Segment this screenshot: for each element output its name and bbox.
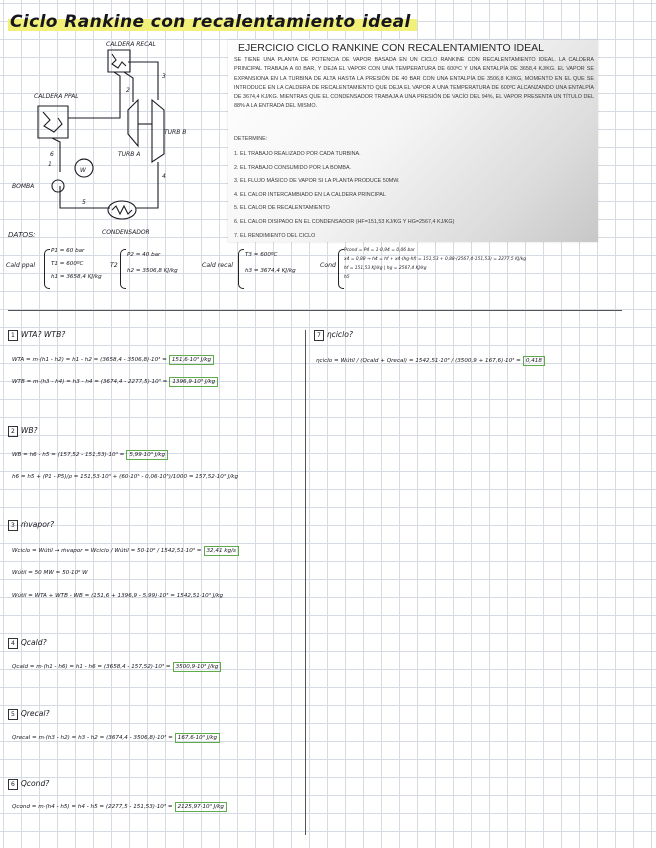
pump-circle — [52, 180, 64, 192]
equation-line — [12, 450, 168, 460]
datos-line: h2 = 3506,8 KJ/kg — [127, 268, 178, 274]
equation-text: Qrecal = m·(h3 - h2) = h3 - h2 = (3674,4 - 3506,8)·10³ = — [12, 735, 173, 741]
vertical-divider — [305, 330, 306, 835]
datos-turbina — [110, 248, 194, 288]
question-heading — [8, 330, 65, 341]
statement-title: EJERCICIO CICLO RANKINE CON RECALENTAMIENTO IDEAL — [238, 42, 544, 54]
question-heading — [8, 779, 49, 790]
question-text: Qrecal? — [20, 709, 50, 718]
equation-line — [316, 356, 545, 366]
question-number: 5 — [8, 709, 18, 720]
point-1: 1 — [48, 161, 52, 168]
datos-line: hf = 151,53 KJ/kg | hg = 2567,4 KJ/kg — [344, 266, 427, 271]
point-6: 6 — [50, 151, 54, 158]
question-text: WTA? WTB? — [20, 330, 66, 339]
question-text: Qcond? — [20, 779, 50, 788]
datos-line: P2 = 40 bar — [127, 252, 161, 258]
point-4: 4 — [162, 173, 166, 180]
statement-item: 5. EL CALOR DE RECALENTAMIENTO — [234, 205, 330, 212]
equation-text: Qcond = m·(h4 - h5) = h4 - h5 = (2277,5 - 151,53)·10³ = — [12, 804, 173, 810]
equation-text: Qcald = m·(h1 - h6) = h1 - h6 = (3658,4 - 157,52)·10³ = — [12, 664, 171, 670]
datos-line: x4 = 0,88 → h4 = hf + x4·(hg-hf) = 151,53 + 0,88·(2567,4-151,53) = 2277,5 KJ/kg — [344, 257, 527, 262]
answer-box: 2125,97·10³ J/kg — [175, 802, 227, 812]
equation-text: Wútil = WTA + WTB - WB = (151,6 + 1396,9 - 5,99)·10³ = 1542,51·10³ J/kg — [12, 593, 224, 599]
equation-text: WTA = m·(h1 - h2) = h1 - h2 = (3658,4 - 3506,8)·10³ = — [12, 357, 167, 363]
question-heading — [8, 426, 38, 437]
rankine-diagram — [10, 38, 222, 238]
equation-text: Wciclo = Wútil → ṁvapor = Wciclo / Wútil = 50·10⁶ / 1542,51·10³ = — [12, 548, 202, 554]
equation-text: WB = h6 - h5 = (157,52 - 151,53)·10³ = — [12, 452, 125, 458]
point-3: 3 — [162, 73, 166, 80]
page-title: Ciclo Rankine con recalentamiento ideal — [8, 12, 417, 32]
answer-box: 3500,9·10³ J/kg — [173, 662, 222, 672]
question-number: 3 — [8, 520, 18, 531]
point-2: 2 — [126, 87, 130, 94]
statement-item: 7. EL RENDIMIENTO DEL CICLO — [234, 232, 316, 239]
label-turb-a: TURB A — [118, 151, 141, 158]
equation-line — [12, 355, 214, 365]
datos-row — [6, 248, 656, 288]
equation-line — [12, 662, 221, 672]
answer-box: 0,418 — [523, 356, 545, 366]
equation-line — [12, 733, 220, 743]
question-number: 6 — [8, 779, 18, 790]
question-text: ηciclo? — [326, 330, 353, 339]
statement-item: 1. EL TRABAJO REALIZADO POR CADA TURBINA. — [234, 151, 361, 157]
turbine-a-shape — [128, 100, 138, 146]
equation-line — [12, 593, 223, 599]
equation-text: ηciclo = Wútil / (Qcald + Qrecal) = 1542,51·10³ / (3500,9 + 167,6)·10³ = — [316, 358, 521, 364]
question-heading — [8, 520, 54, 531]
question-text: Qcald? — [20, 638, 47, 647]
answer-box: 5,99·10³ J/kg — [126, 450, 168, 460]
question-text: WB? — [20, 426, 38, 435]
datos-label: Cald recal — [202, 262, 233, 269]
equation-line — [12, 377, 218, 387]
label-work: W — [80, 167, 86, 174]
equation-line — [12, 474, 238, 480]
label-caldera-recal: CALDERA RECAL — [106, 41, 156, 48]
statement-list — [234, 148, 454, 243]
statement-item: 6. EL CALOR DISIPADO EN EL CONDENSADOR (HF=151,53 KJ/KG Y HG=2567,4 KJ/KG) — [234, 218, 455, 225]
statement-determine: DETERMINE: — [234, 136, 268, 142]
equation-line — [12, 546, 239, 556]
datos-line: T1 = 600ºC — [51, 261, 84, 267]
datos-label: Cond — [320, 262, 336, 269]
answer-box: 151,6·10³ J/kg — [169, 355, 214, 365]
equation-text: Wútil = 50 MW = 50·10⁶ W — [12, 570, 88, 576]
horizontal-divider — [8, 310, 622, 311]
question-number: 7 — [314, 330, 324, 341]
datos-label: T2 — [110, 262, 118, 269]
datos-line: Pcond = P4 = 1-0,94 = 0,06 bar — [344, 248, 415, 253]
question-number: 4 — [8, 638, 18, 649]
datos-line: T3 = 600ºC — [245, 252, 278, 258]
question-number: 2 — [8, 426, 18, 437]
answer-box: 167,6·10³ J/kg — [175, 733, 220, 743]
answer-box: 1396,9·10³ J/kg — [169, 377, 218, 387]
pipe-4 — [136, 162, 158, 208]
statement-item: 2. EL TRABAJO CONSUMIDO POR LA BOMBA. — [234, 164, 352, 171]
datos-line: h3 = 3674,4 KJ/kg — [245, 268, 296, 274]
reheat-boiler-coil — [112, 54, 126, 68]
question-heading — [8, 709, 50, 720]
label-bomba: BOMBA — [12, 183, 35, 190]
point-5: 5 — [82, 199, 86, 206]
datos-caldera-ppal — [6, 248, 102, 288]
question-heading — [314, 330, 353, 341]
question-number: 1 — [8, 330, 18, 341]
datos-line: h5 — [344, 275, 350, 280]
datos-line: P1 = 60 bar — [51, 248, 85, 254]
statement-item: 3. EL FLUJO MÁSICO DE VAPOR SI LA PLANTA PRODUCE 50MW. — [234, 178, 400, 185]
problem-statement — [228, 40, 598, 242]
question-text: ṁvapor? — [20, 520, 54, 529]
label-caldera-ppal: CALDERA PPAL — [34, 93, 79, 100]
turbine-b-shape — [152, 100, 164, 162]
equation-line — [12, 802, 227, 812]
equation-text: h6 = h5 + (P1 - P5)/ρ = 151,53·10³ + (60·10⁵ - 0,06·10⁵)/1000 = 157,52·10³ J/kg — [12, 474, 239, 480]
statement-item: 4. EL CALOR INTERCAMBIADO EN LA CALDERA PRINCIPAL — [234, 191, 386, 198]
main-boiler-coil — [43, 112, 62, 132]
answer-box: 32,41 kg/s — [204, 546, 239, 556]
statement-body: SE TIENE UNA PLANTA DE POTENCIA DE VAPOR BASADA EN UN CICLO RANKINE CON RECALENTAMIENTO IDEAL. LA CALDERA PRINCIPAL TRABAJA A 60 BAR, Y DEJA EL VAPOR CON UNA TEMPERATURA DE 600ºC Y UNA ENTALPÍA DE 3658,4 KJ/KG. EL VAPOR SE EXPANSIONA EN LA TURBINA DE ALTA HASTA LA PRESIÓN DE 40 BAR CON UNA ENTALPÍA DE 3506,8 KJ/KG, MOMENTO EN EL QUE SE INTRODUCE EN LA CALDERA DE RECALENTAMIENTO QUE DEJA EL VAPOR A UNA TEMPERATURA DE 600ºC ALCANZANDO UNA ENTALPÍA DE 3674,4 KJ/KG. MIENTRAS QUE EL CONDENSADOR TRABAJA A UNA PRESIÓN DE VACÍO DEL 94%, EL VAPOR PRESENTA UN TÍTULO DEL 88% A LA ENTRADA DEL MISMO. — [234, 57, 594, 110]
datos-caldera-recal — [202, 248, 320, 288]
label-condensador: CONDENSADOR — [102, 229, 150, 236]
equation-text: WTB = m·(h3 - h4) = h3 - h4 = (3674,4 - 2277,5)·10³ = — [12, 379, 168, 385]
equation-line — [12, 570, 88, 576]
datos-heading: DATOS: — [8, 230, 36, 239]
datos-label: Cald ppal — [6, 262, 36, 269]
reheat-boiler-box — [108, 50, 130, 72]
label-turb-b: TURB B — [164, 129, 187, 136]
main-boiler-box — [38, 106, 68, 138]
datos-condensador — [320, 248, 656, 288]
question-heading — [8, 638, 47, 649]
datos-line: h1 = 3658,4 KJ/kg — [51, 274, 102, 280]
